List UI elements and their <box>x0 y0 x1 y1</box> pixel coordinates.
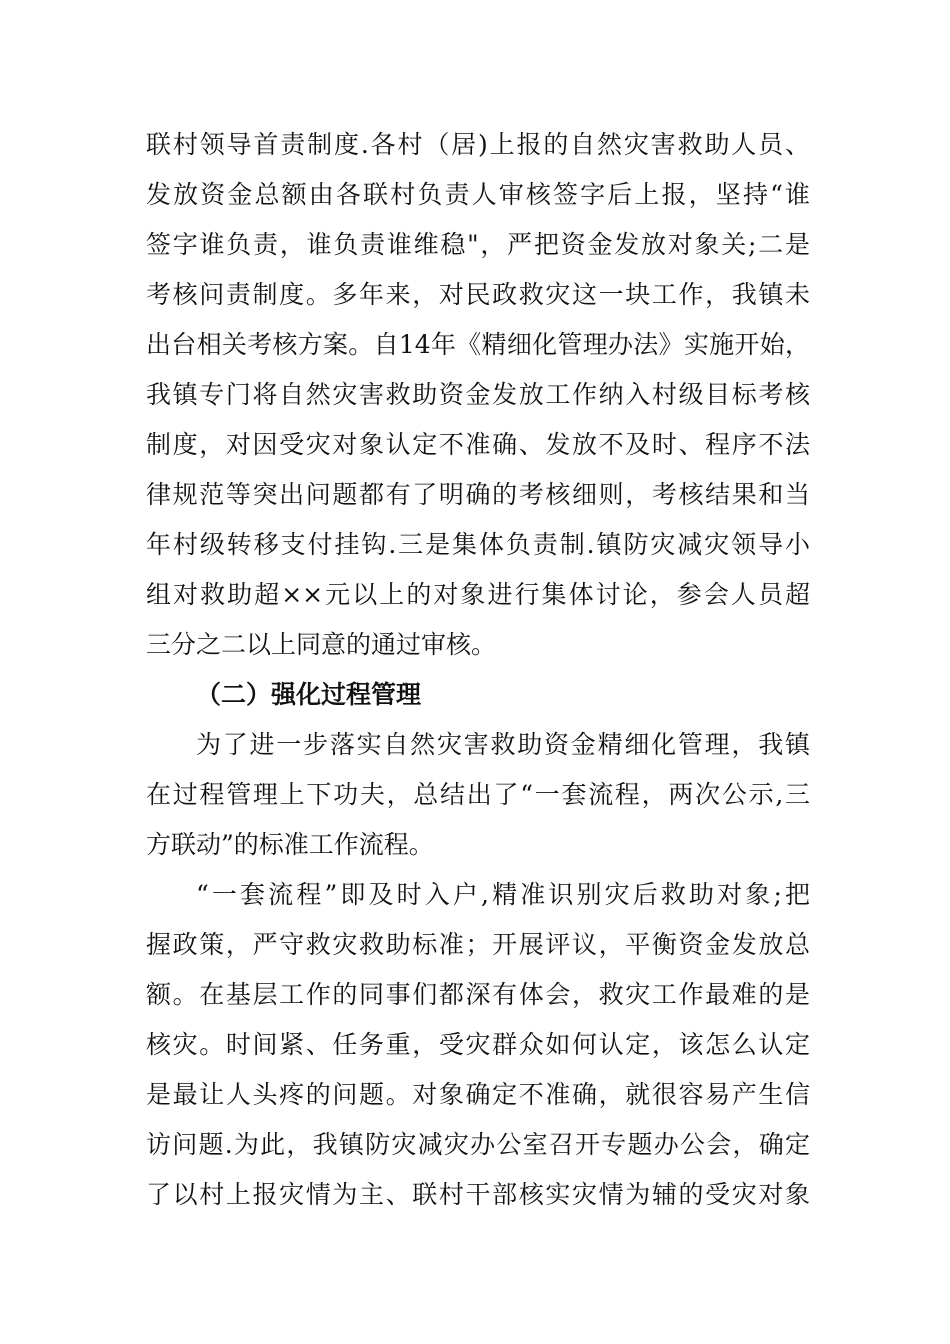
text-line: 考核问责制度。多年来，对民政救灾这一块工作，我镇未 <box>146 280 810 309</box>
paragraph-process-management <box>146 720 810 870</box>
text-line: 额。在基层工作的同事们都深有体会，救灾工作最难的是 <box>146 980 810 1009</box>
text-line: 律规范等突出问题都有了明确的考核细则，考核结果和当 <box>146 480 810 509</box>
text-line: “一套流程”即及时入户,精准识别灾后救助对象;把 <box>196 880 810 909</box>
text-line: 组对救助超××元以上的对象进行集体讨论，参会人员超 <box>146 580 810 609</box>
section-heading: （二）强化过程管理 <box>196 680 422 709</box>
text-line: 了以村上报灾情为主、联村干部核实灾情为辅的受灾对象 <box>146 1180 810 1209</box>
paragraph-responsibility-system <box>146 120 810 670</box>
text-line: 方联动”的标准工作流程。 <box>146 830 434 859</box>
document-body <box>146 120 810 1220</box>
text-line: 制度，对因受灾对象认定不准确、发放不及时、程序不法 <box>146 430 810 459</box>
paragraph-one-process <box>146 870 810 1220</box>
text-line: 年村级转移支付挂钩.三是集体负责制.镇防灾减灾领导小 <box>146 530 810 559</box>
text-line: 握政策，严守救灾救助标准；开展评议，平衡资金发放总 <box>146 930 810 959</box>
text-line: 访问题.为此，我镇防灾减灾办公室召开专题办公会，确定 <box>146 1130 810 1159</box>
text-line: 是最让人头疼的问题。对象确定不准确，就很容易产生信 <box>146 1080 810 1109</box>
text-line: 发放资金总额由各联村负责人审核签字后上报，坚持“谁 <box>146 180 810 209</box>
text-line: 联村领导首责制度.各村（居)上报的自然灾害救助人员、 <box>146 130 810 159</box>
text-line: 核灾。时间紧、任务重，受灾群众如何认定，该怎么认定 <box>146 1030 810 1059</box>
text-line: 为了进一步落实自然灾害救助资金精细化管理，我镇 <box>196 730 810 759</box>
text-line: 在过程管理上下功夫，总结出了“一套流程，两次公示,三 <box>146 780 810 809</box>
text-line: 三分之二以上同意的通过审核。 <box>146 630 497 659</box>
text-line: 我镇专门将自然灾害救助资金发放工作纳入村级目标考核 <box>146 380 810 409</box>
text-line: 签字谁负责，谁负责谁维稳"，严把资金发放对象关;二是 <box>146 230 810 259</box>
text-line: 出台相关考核方案。自14年《精细化管理办法》实施开始， <box>146 330 810 359</box>
